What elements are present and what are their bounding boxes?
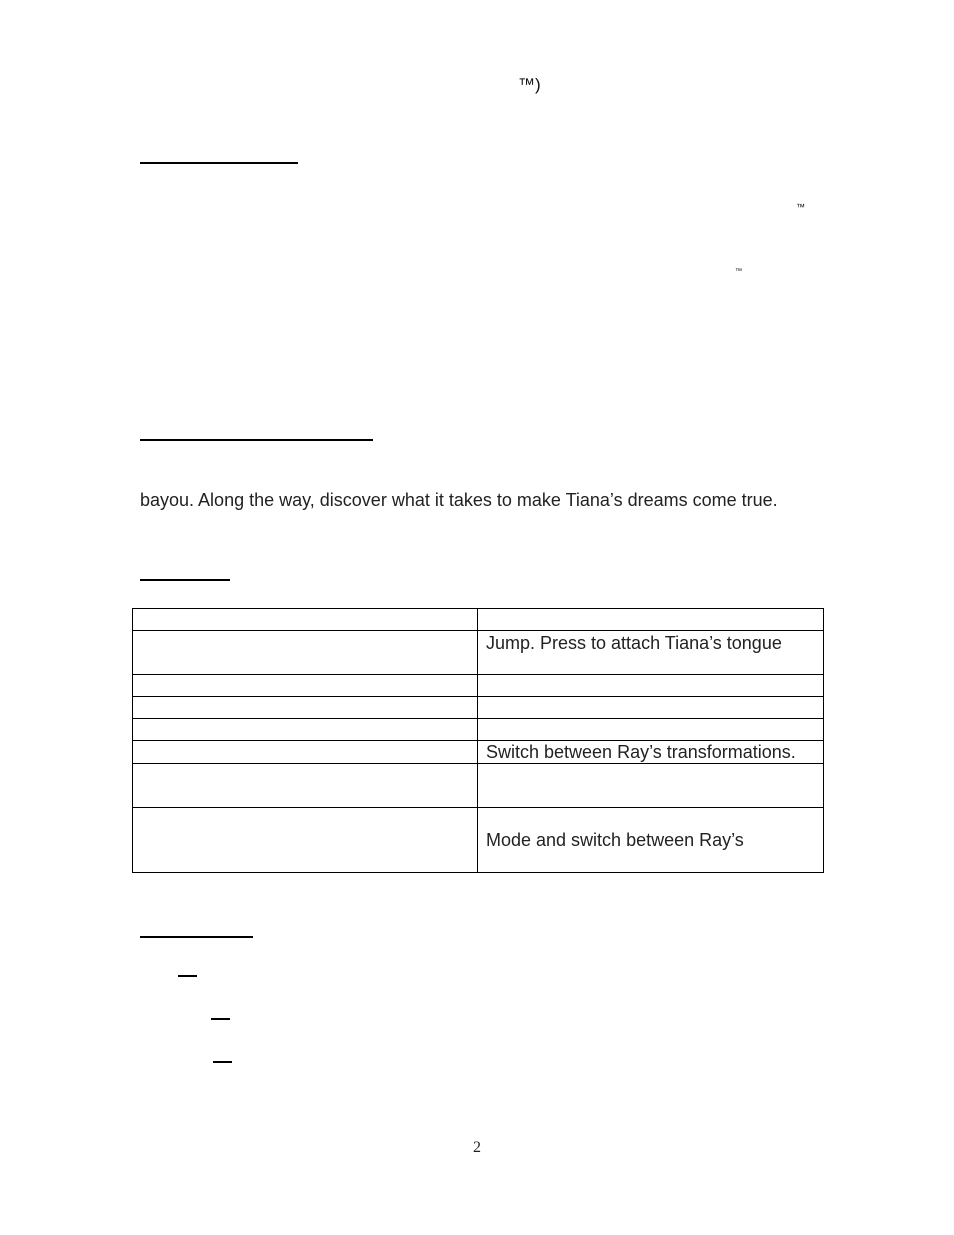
table-cell-action: [133, 764, 478, 808]
section-heading-underline-4: [140, 936, 253, 938]
table-cell-description: [478, 764, 824, 808]
table-cell-action: [133, 808, 478, 873]
page-number: 2: [473, 1139, 481, 1156]
table-row: [133, 808, 824, 873]
table-row: [133, 719, 824, 741]
story-text-line: bayou. Along the way, discover what it takes to make Tiana’s dreams come true.: [140, 490, 778, 510]
table-row: [133, 697, 824, 719]
table-cell-action: [133, 697, 478, 719]
table-cell-action: [133, 719, 478, 741]
overview-trademark-mark-2: ™: [735, 268, 742, 275]
table-cell-description: [478, 697, 824, 719]
table-row: [133, 675, 824, 697]
header-trademark-text: ™): [518, 75, 541, 94]
table-row: [133, 609, 824, 631]
overview-trademark-mark-1: ™: [796, 202, 805, 212]
controls-table: [132, 608, 824, 873]
list-item-underline-2: [211, 1018, 230, 1020]
section-heading-underline-3: [140, 579, 230, 581]
table-cell-description: [478, 719, 824, 741]
table-cell-description: Jump. Press to attach Tiana’s tongue: [478, 631, 824, 675]
table-cell-description: [478, 675, 824, 697]
table-cell-description: [478, 609, 824, 631]
table-cell-description: Switch between Ray’s transformations.: [478, 741, 824, 764]
list-item-underline-1: [178, 975, 197, 977]
table-cell-action: [133, 631, 478, 675]
table-cell-description: Mode and switch between Ray’s: [478, 808, 824, 873]
table-row: [133, 764, 824, 808]
section-heading-underline-1: [140, 162, 298, 164]
list-item-underline-3: [213, 1061, 232, 1063]
table-row: [133, 631, 824, 675]
section-heading-underline-2: [140, 439, 373, 441]
table-cell-action: [133, 675, 478, 697]
table-row: [133, 741, 824, 764]
table-cell-action: [133, 609, 478, 631]
table-cell-action: [133, 741, 478, 764]
